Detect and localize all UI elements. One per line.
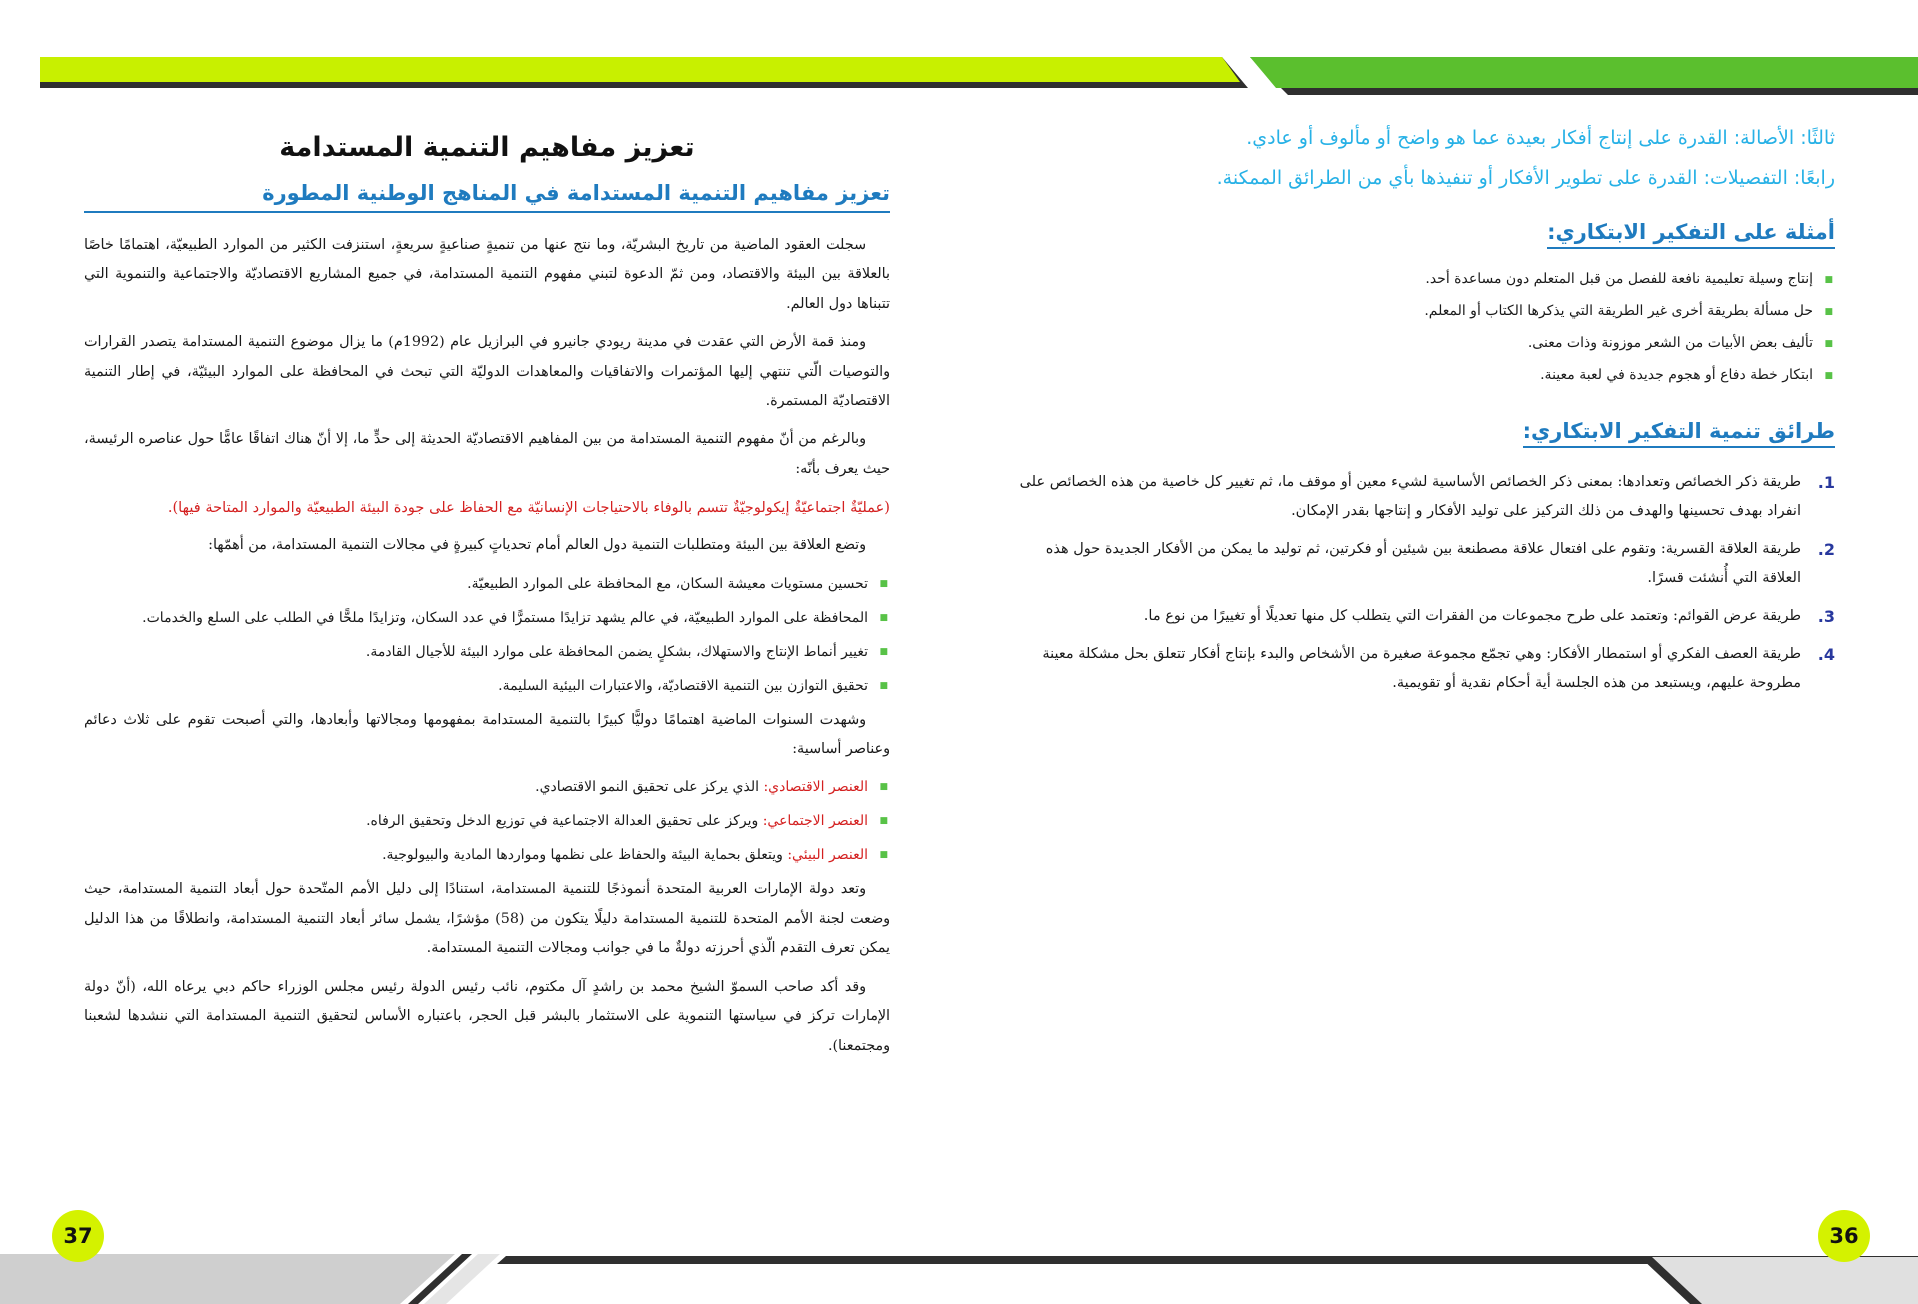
list-item: ■ إنتاج وسيلة تعليمية نافعة للفصل من قبل المتعلم دون مساعدة أحد.: [1010, 269, 1813, 289]
list-item: ■ حل مسألة بطريقة أخرى غير الطريقة التي يذكرها الكتاب أو المعلم.: [1010, 301, 1813, 321]
item-number: 3.: [1817, 607, 1835, 626]
list-item: [1010, 640, 1835, 698]
paragraph: سجلت العقود الماضية من تاريخ البشريّة، وما نتج عنها من تنميةٍ صناعيةٍ سريعةٍ، استنزفت الكثير من الموارد الطبيعيّة، اهتمامًا خاصًا بالعلاقة بين البيئة والاقتصاد، ومن ثمّ الدعوة لتبني مفهوم التنمية المستدامة، في جميع المشاريع الاقتصاديّة والاجتماعية والتنموية التي تتبناها دول العالم.: [84, 237, 890, 312]
examples-heading: أمثلة على التفكير الابتكاري:: [1547, 220, 1835, 249]
page-subtitle: تعزيز مفاهيم التنمية المستدامة في المناهج الوطنية المطورة: [84, 181, 890, 213]
paragraph: وتضع العلاقة بين البيئة ومتطلبات التنمية دول العالم أمام تحدياتٍ كبيرةٍ في مجالات التنمية المستدامة، من أهمّها:: [208, 537, 866, 554]
item-text: طريقة العلاقة القسرية: وتقوم على افتعال علاقة مصطنعة بين شيئين أو فكرتين، ثم توليد ما يمكن من الأفكار الجديدة حول هذه العلاقة التي أُنشئت قسرًا.: [1045, 541, 1801, 586]
paragraph: وبالرغم من أنّ مفهوم التنمية المستدامة من بين المفاهيم الاقتصاديّة الحديثة إلى حدٍّ ما، إلا أنّ هناك اتفاقًا عامًّا حول عناصره الرئيسة، حيث يعرف بأنّه:: [84, 431, 890, 477]
element-text: الذي يركز على تحقيق النمو الاقتصادي.: [535, 779, 764, 796]
right-page: [1010, 118, 1835, 707]
item-text: طريقة ذكر الخصائص وتعدادها: بمعنى ذكر الخصائص الأساسية لشيء معين أو موقف ما، ثم تغيير كل خاصية من هذه الخصائص على انفراد بهدف تحسينها والهدف من ذلك التركيز على توليد الأفكار و إنتاجها بقدر الإمكان.: [1019, 474, 1801, 519]
paragraph: ومنذ قمة الأرض التي عقدت في مدينة ريودي جانيرو في البرازيل عام (1992م) ما يزال موضوع التنمية المستدامة يتصدر القرارات والتوصيات الّتي تنتهي إليها المؤتمرات والاتفاقيات والمعاهدات الدوليّة التي تبحث في المحافظة على الموارد البيئيّة، في إطار التنمية الاقتصاديّة المستمرة.: [84, 334, 890, 410]
element-label: العنصر الاقتصادي:: [763, 779, 868, 796]
left-page: [84, 118, 890, 1070]
item-text: طريقة العصف الفكري أو استمطار الأفكار: وهي تجمّع مجموعة صغيرة من الأشخاص والبدء بإنتاج أفكار تتعلق بحل مشكلة معينة مطروحة عليهم، ويستبعد من هذه الجلسة أية أحكام نقدية أو تقويمية.: [1042, 646, 1801, 691]
list-item: [1010, 468, 1835, 526]
item-text: طريقة عرض القوائم: وتعتمد على طرح مجموعات من الفقرات التي يتطلب كل منها تعديلًا أو تغييرًا من نوع ما.: [1143, 608, 1801, 624]
top-decorative-bar: [0, 0, 1918, 100]
item-number: 4.: [1817, 645, 1835, 664]
challenges-list: [84, 570, 890, 700]
element-label: العنصر البيئي:: [787, 847, 868, 864]
page-number-left: 37: [52, 1210, 104, 1262]
examples-list: [1010, 269, 1835, 385]
list-item: ■ تحسين مستويات معيشة السكان، مع المحافظة على الموارد الطبيعيّة.: [84, 570, 868, 598]
item-number: 1.: [1817, 473, 1835, 492]
elements-list: [84, 773, 890, 869]
list-item: ■ تغيير أنماط الإنتاج والاستهلاك، بشكلٍ يضمن المحافظة على موارد البيئة للأجيال القادمة.: [84, 638, 868, 666]
definition-quote: (عمليّةٌ اجتماعيّةٌ إيكولوجيّةٌ تتسم بالوفاء بالاحتياجات الإنسانيّة مع الحفاظ على جودة البيئة الطبيعيّة والموارد المتاحة فيها).: [167, 499, 890, 517]
paragraph: وشهدت السنوات الماضية اهتمامًا دوليًّا كبيرًا بالتنمية المستدامة بمفهومها ومجالاتها وأبعادها، والتي أصبحت تقوم على ثلاث دعائم وعناصر أساسية:: [84, 711, 890, 758]
list-item: ■ تحقيق التوازن بين التنمية الاقتصاديّة، والاعتبارات البيئية السليمة.: [84, 672, 868, 700]
paragraph: وقد أكد صاحب السموّ الشيخ محمد بن راشدٍ آل مكتوم، نائب رئيس الدولة رئيس مجلس الوزراء حاكم دبي يرعاه الله، (أنّ دولة الإمارات تركز في سياستها التنموية على الاستثمار بالبشر قبل الحجر، باعتباره الأساس لتحقيق التنمية المستدامة التي ننشدها لشعبنا ومجتمعنا).: [84, 978, 890, 1054]
originality-line: ثالثًا: الأصالة: القدرة على إنتاج أفكار بعيدة عما هو واضح أو مألوف أو عادي.: [1246, 127, 1835, 149]
list-item: ■ تأليف بعض الأبيات من الشعر موزونة وذات معنى.: [1010, 333, 1813, 353]
list-item: [84, 807, 868, 835]
page-title: تعزيز مفاهيم التنمية المستدامة: [279, 132, 695, 163]
list-item: [1010, 535, 1835, 593]
list-item: [84, 773, 868, 801]
list-item: ■ ابتكار خطة دفاع أو هجوم جديدة في لعبة معينة.: [1010, 365, 1813, 385]
item-number: 2.: [1817, 540, 1835, 559]
methods-list: [1010, 468, 1835, 698]
list-item: [84, 841, 868, 869]
page-number-right: 36: [1818, 1210, 1870, 1262]
element-text: ويتعلق بحماية البيئة والحفاظ على نظمها ومواردها المادية والبيولوجية.: [382, 847, 788, 864]
list-item: ■ المحافظة على الموارد الطبيعيّة، في عالم يشهد تزايدًا مستمرًّا في عدد السكان، وتزايدًا ملحًّا في الطلب على السلع والخدمات.: [84, 604, 868, 632]
methods-heading: طرائق تنمية التفكير الابتكاري:: [1523, 419, 1835, 448]
list-item: [1010, 602, 1835, 631]
element-text: ويركز على تحقيق العدالة الاجتماعية في توزيع الدخل وتحقيق الرفاه.: [366, 813, 763, 830]
elaboration-line: رابعًا: التفصيلات: القدرة على تطوير الأفكار أو تنفيذها بأي من الطرائق الممكنة.: [1216, 167, 1835, 189]
paragraph: وتعد دولة الإمارات العربية المتحدة أنموذجًا للتنمية المستدامة، استنادًا إلى دليل الأمم المتّحدة حول أبعاد التنمية المستدامة، حيث وضعت لجنة الأمم المتحدة للتنمية المستدامة دليلًا يتكون من (58) مؤشرًا، يشمل سائر أبعاد التنمية المستدامة، وانطلاقًا من هذا الدليل يمكن تعرف التقدم الّذي أحرزته دولةٌ ما في جوانب ومجالات التنمية المستدامة.: [84, 881, 890, 957]
element-label: العنصر الاجتماعي:: [762, 813, 868, 830]
bottom-decorative-bar: [0, 1194, 1918, 1304]
